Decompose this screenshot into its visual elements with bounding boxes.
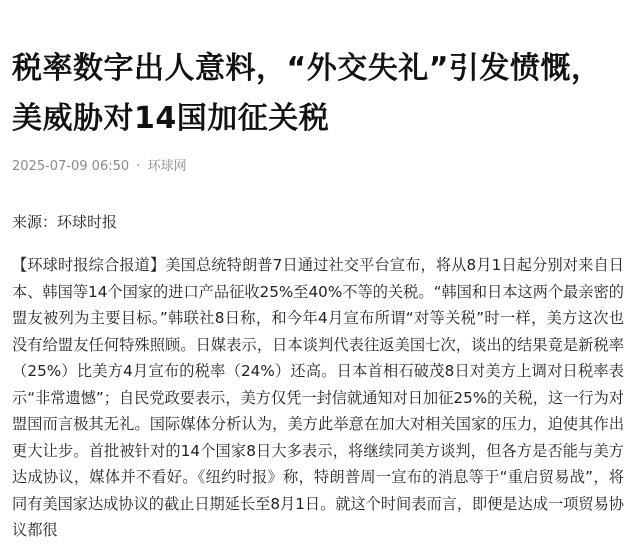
article-meta [12,158,624,176]
meta-separator: · [136,159,141,174]
article-title: 税率数字出人意料，“外交失礼”引发愤慨，美威胁对14国加征关税 [12,51,602,136]
publish-date: 2025-07-09 06:50 [12,159,130,174]
outlet-name[interactable]: 环球网 [147,159,187,174]
source-line: 来源：环球时报 [12,213,118,231]
article [12,44,624,559]
article-body: 【环球时报综合报道】美国总统特朗普7日通过社交平台宣布，将从8月1日起分别对来自日本、韩国等14个国家的进口产品征收25%至40%不等的关税。“韩国和日本这两个最亲密的盟友被列为主要目标。”韩联社8日称，和今年4月宣布所谓“对等关税”时一样，美方这次也没有给盟友任何特殊照顾。日媒表示，日本谈判代表往返美国七次，谈出的结果竟是新税率（25%）比美方4月宣布的税率（24%）还高。日本首相石破茂8日对美方上调对日税率表示“非常遗憾”；自民党政要表示，美方仅凭一封信就通知对日加征25%的关税，这一行为对盟国而言极其无礼。国际媒体分析认为，美方此举意在加大对相关国家的压力，迫使其作出更大让步。首批被针对的14个国家8日大多表示，将继续同美方谈判，但各方是否能与美方达成协议，媒体并不看好。《纽约时报》称，特朗普周一宣布的消息等于“重启贸易战”，将同有美国家达成协议的截止日期延长至8月1日。就这个时间表而言，即便是达成一项贸易协议都很 [12,256,624,539]
